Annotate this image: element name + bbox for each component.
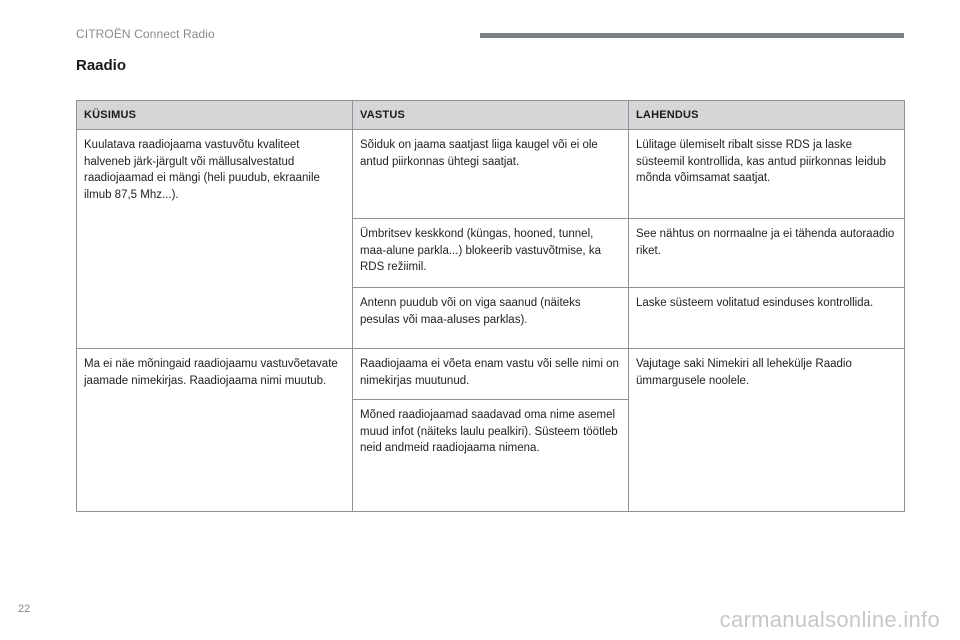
solution-cell: Lülitage ülemiselt ribalt sisse RDS ja laske süsteemil kontrollida, kas antud piirkonnas leidub mõnda võimsamat saatjat. [629,130,905,219]
column-header-question: KÜSIMUS [77,101,353,130]
answer-cell: Mõned raadiojaamad saadavad oma nime asemel muud infot (näiteks laulu pealkiri). Süsteem töötleb neid andmeid raadiojaama nimena. [353,400,629,512]
answer-cell: Antenn puudub või on viga saanud (näiteks pesulas või maa-aluses parklas). [353,288,629,349]
page-number: 22 [18,603,31,615]
question-cell: Kuulatava raadiojaama vastuvõtu kvaliteet halveneb järk-järgult või mällusalvestatud raadiojaamad ei mängi (heli puudub, ekraanile ilmub 87,5 Mhz...). [77,130,353,349]
table-row [77,130,905,219]
running-header: CITROËN Connect Radio [76,27,215,41]
answer-cell: Sõiduk on jaama saatjast liiga kaugel või ei ole antud piirkonnas ühtegi saatjat. [353,130,629,219]
column-header-solution: LAHENDUS [629,101,905,130]
answer-cell: Ümbritsev keskkond (küngas, hooned, tunnel, maa-alune parkla...) blokeerib vastuvõtmise, ka RDS režiimil. [353,219,629,288]
question-cell: Ma ei näe mõningaid raadiojaamu vastuvõetavate jaamade nimekirjas. Raadiojaama nimi muutub. [77,349,353,512]
table-row [77,349,905,400]
section-title: Raadio [76,57,127,74]
watermark: carmanualsonline.info [719,607,940,632]
solution-cell: See nähtus on normaalne ja ei tähenda autoraadio riket. [629,219,905,288]
header-rule [480,33,904,38]
solution-cell: Laske süsteem volitatud esinduses kontrollida. [629,288,905,349]
column-header-answer: VASTUS [353,101,629,130]
solution-cell: Vajutage saki Nimekiri all lehekülje Raadio ümmargusele noolele. [629,349,905,512]
answer-cell: Raadiojaama ei võeta enam vastu või selle nimi on nimekirjas muutunud. [353,349,629,400]
table-header-row [77,101,905,130]
troubleshooting-table [76,100,905,512]
